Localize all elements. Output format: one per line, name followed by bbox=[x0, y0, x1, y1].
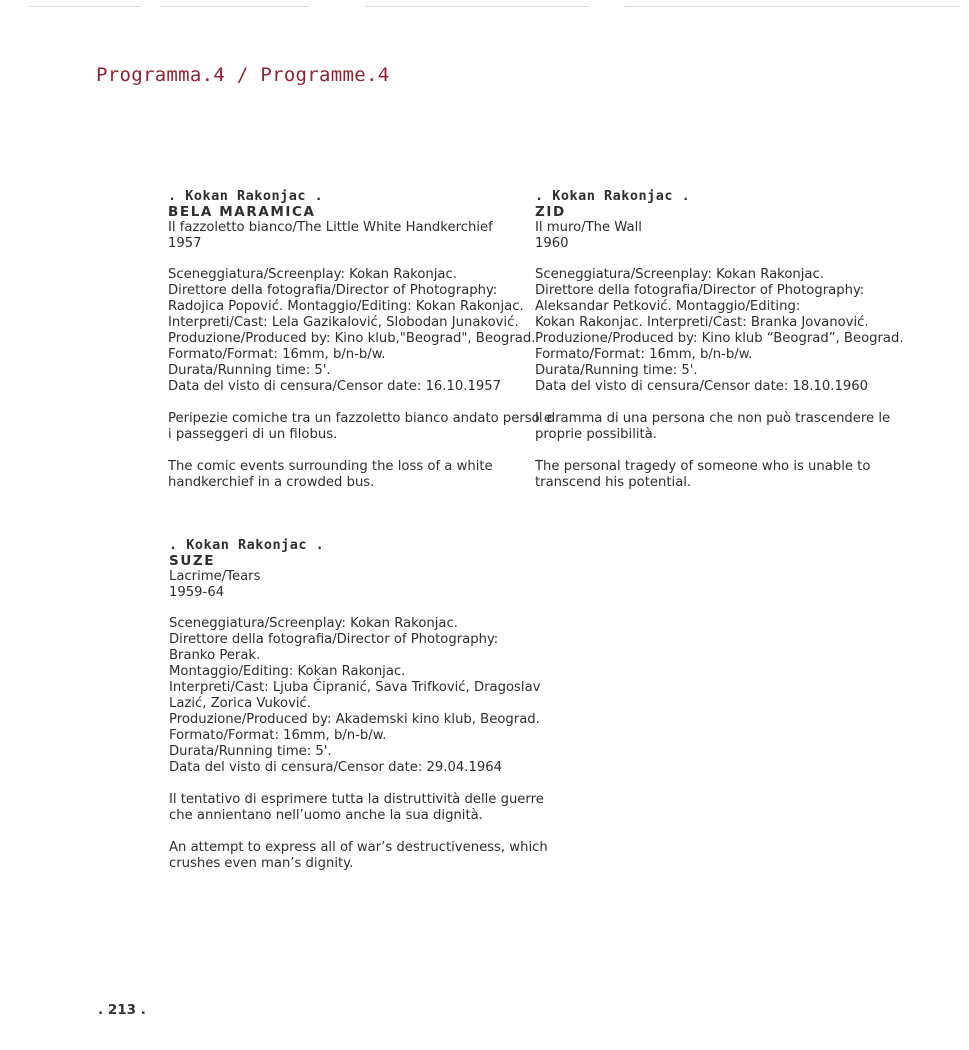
credit-line: Interpreti/Cast: Lela Gazikalović, Slobodan Junaković. bbox=[168, 315, 519, 330]
credit-line: Durata/Running time: 5'. bbox=[535, 363, 698, 378]
credit-line: Montaggio/Editing: Kokan Rakonjac. bbox=[169, 664, 406, 679]
credit-line: Sceneggiatura/Screenplay: Kokan Rakonjac. bbox=[535, 267, 824, 282]
film-year: 1960 bbox=[535, 236, 569, 251]
description-italian: i passeggeri di un filobus. bbox=[168, 427, 338, 442]
credit-line: Data del visto di censura/Censor date: 29.04.1964 bbox=[169, 760, 503, 775]
description-english: handkerchief in a crowded bus. bbox=[168, 475, 375, 490]
credit-line: Radojica Popović. Montaggio/Editing: Kokan Rakonjac. bbox=[168, 299, 524, 314]
credit-line: Data del visto di censura/Censor date: 16.10.1957 bbox=[168, 379, 502, 394]
description-italian: proprie possibilità. bbox=[535, 427, 657, 442]
credit-line: Durata/Running time: 5'. bbox=[168, 363, 331, 378]
film-entry-suze bbox=[169, 537, 548, 872]
credit-line: Sceneggiatura/Screenplay: Kokan Rakonjac. bbox=[169, 616, 458, 631]
credit-line: Durata/Running time: 5'. bbox=[169, 744, 332, 759]
description-english: transcend his potential. bbox=[535, 475, 692, 490]
credit-line: Formato/Format: 16mm, b/n-b/w. bbox=[169, 728, 387, 743]
film-title: BELA MARAMICA bbox=[168, 204, 316, 220]
page-number: . 213 . bbox=[98, 1002, 146, 1018]
description-italian: Peripezie comiche tra un fazzoletto bianco andato perso e bbox=[168, 411, 553, 426]
film-entry-zid bbox=[535, 188, 904, 491]
credit-line: Branko Perak. bbox=[169, 648, 261, 663]
credit-line: Formato/Format: 16mm, b/n-b/w. bbox=[535, 347, 753, 362]
description-italian: Il tentativo di esprimere tutta la distruttività delle guerre bbox=[169, 792, 544, 807]
film-title: ZID bbox=[535, 204, 566, 220]
credit-line: Direttore della fotografia/Director of Photography: bbox=[535, 283, 865, 298]
credit-line: Interpreti/Cast: Ljuba Čipranić, Sava Trifković, Dragoslav bbox=[169, 680, 541, 695]
credit-line: Direttore della fotografia/Director of Photography: bbox=[168, 283, 498, 298]
credit-line: Formato/Format: 16mm, b/n-b/w. bbox=[168, 347, 386, 362]
film-entry-bela-maramica bbox=[168, 188, 552, 491]
description-english: crushes even man’s dignity. bbox=[169, 856, 354, 871]
credit-line: Produzione/Produced by: Kino klub “Beograd”, Beograd. bbox=[535, 331, 904, 346]
film-title: SUZE bbox=[169, 553, 216, 569]
director-name: . Kokan Rakonjac . bbox=[168, 188, 324, 204]
credit-line: Data del visto di censura/Censor date: 18.10.1960 bbox=[535, 379, 869, 394]
credit-line: Kokan Rakonjac. Interpreti/Cast: Branka Jovanović. bbox=[535, 315, 869, 330]
description-english: The comic events surrounding the loss of a white bbox=[168, 459, 493, 474]
credit-line: Produzione/Produced by: Akademski kino klub, Beograd. bbox=[169, 712, 540, 727]
credit-line: Aleksandar Petković. Montaggio/Editing: bbox=[535, 299, 801, 314]
credit-line: Direttore della fotografia/Director of Photography: bbox=[169, 632, 499, 647]
film-subtitle: Il muro/The Wall bbox=[535, 220, 642, 235]
description-english: The personal tragedy of someone who is unable to bbox=[535, 459, 871, 474]
credit-line: Sceneggiatura/Screenplay: Kokan Rakonjac. bbox=[168, 267, 457, 282]
film-year: 1957 bbox=[168, 236, 202, 251]
description-english: An attempt to express all of war’s destructiveness, which bbox=[169, 840, 548, 855]
film-subtitle: Il fazzoletto bianco/The Little White Handkerchief bbox=[168, 220, 493, 235]
director-name: . Kokan Rakonjac . bbox=[169, 537, 325, 553]
credit-line: Produzione/Produced by: Kino klub,"Beograd", Beograd. bbox=[168, 331, 536, 346]
film-subtitle: Lacrime/Tears bbox=[169, 569, 261, 584]
description-italian: Il dramma di una persona che non può trascendere le bbox=[535, 411, 891, 426]
director-name: . Kokan Rakonjac . bbox=[535, 188, 691, 204]
description-italian: che annientano nell’uomo anche la sua dignità. bbox=[169, 808, 483, 823]
top-rule bbox=[30, 6, 960, 7]
film-year: 1959-64 bbox=[169, 585, 225, 600]
credit-line: Lazić, Zorica Vuković. bbox=[169, 696, 311, 711]
page-title: Programma.4 / Programme.4 bbox=[96, 64, 390, 86]
